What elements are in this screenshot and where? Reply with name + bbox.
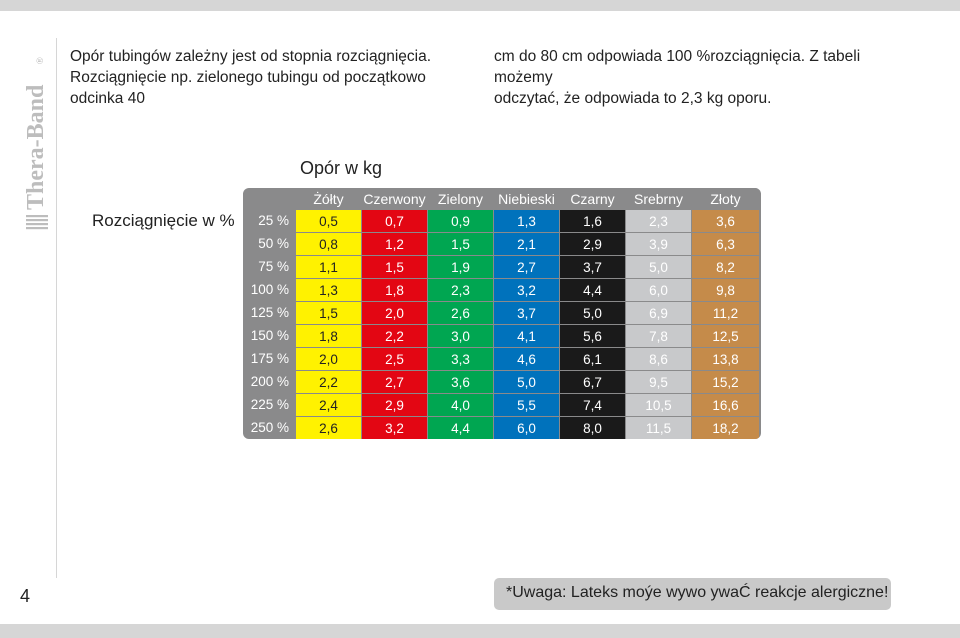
resistance-value-cell: 2,6	[295, 416, 361, 439]
resistance-value-cell: 2,6	[427, 301, 493, 324]
resistance-table	[243, 188, 761, 439]
resistance-value-cell: 2,3	[625, 209, 691, 232]
resistance-value-cell: 3,2	[361, 416, 427, 439]
resistance-grid	[243, 188, 759, 439]
resistance-value-cell: 6,1	[559, 347, 625, 370]
allergy-note-text: *Uwaga: Lateks moýe wywo ywaĆ reakcje alergiczne!	[506, 584, 889, 601]
stretch-percent-cell: 225 %	[250, 397, 289, 412]
resistance-value-cell: 1,8	[361, 278, 427, 301]
table-row	[243, 370, 759, 393]
resistance-value-cell: 8,2	[691, 255, 759, 278]
resistance-value-cell: 3,7	[493, 301, 559, 324]
resistance-value-cell: 2,9	[361, 393, 427, 416]
resistance-value-cell: 2,0	[295, 347, 361, 370]
resistance-value-cell: 3,0	[427, 324, 493, 347]
resistance-value-cell: 1,5	[361, 255, 427, 278]
resistance-value-cell: 6,7	[559, 370, 625, 393]
stretch-percent-cell: 200 %	[250, 374, 289, 389]
resistance-value-cell: 5,0	[559, 301, 625, 324]
resistance-value-cell: 6,3	[691, 232, 759, 255]
row-axis-label: Rozciągnięcie w %	[92, 211, 235, 230]
table-row	[243, 301, 759, 324]
resistance-value-cell: 2,7	[493, 255, 559, 278]
allergy-note-box	[494, 578, 891, 610]
resistance-value-cell: 15,2	[691, 370, 759, 393]
resistance-value-cell: 3,7	[559, 255, 625, 278]
stretch-percent-cell: 250 %	[250, 420, 289, 435]
resistance-value-cell: 1,5	[295, 301, 361, 324]
resistance-value-cell: 8,6	[625, 347, 691, 370]
resistance-value-cell: 0,5	[295, 209, 361, 232]
resistance-value-cell: 2,7	[361, 370, 427, 393]
resistance-value-cell: 3,2	[493, 278, 559, 301]
sidebar-divider	[56, 38, 57, 578]
resistance-value-cell: 1,5	[427, 232, 493, 255]
resistance-value-cell: 2,9	[559, 232, 625, 255]
intro-right-line-1: cm do 80 cm odpowiada 100 %rozciągnięcia. Z tabeli możemy	[494, 48, 861, 86]
resistance-value-cell: 2,5	[361, 347, 427, 370]
resistance-value-cell: 2,1	[493, 232, 559, 255]
resistance-value-cell: 1,8	[295, 324, 361, 347]
resistance-value-cell: 5,0	[625, 255, 691, 278]
column-header: Żółty	[295, 188, 361, 209]
stretch-percent-cell: 125 %	[250, 305, 289, 320]
resistance-value-cell: 9,8	[691, 278, 759, 301]
resistance-value-cell: 3,6	[427, 370, 493, 393]
intro-paragraph-left	[70, 46, 470, 109]
column-header: Złoty	[691, 188, 759, 209]
logo-text: Thera-Band	[23, 84, 49, 210]
stretch-percent-cell: 50 %	[258, 236, 289, 251]
resistance-value-cell: 6,9	[625, 301, 691, 324]
resistance-value-cell: 18,2	[691, 416, 759, 439]
column-header: Srebrny	[625, 188, 691, 209]
resistance-value-cell: 13,8	[691, 347, 759, 370]
table-header-row	[243, 188, 759, 209]
resistance-value-cell: 11,5	[625, 416, 691, 439]
resistance-value-cell: 10,5	[625, 393, 691, 416]
resistance-value-cell: 16,6	[691, 393, 759, 416]
stretch-percent-cell: 100 %	[250, 282, 289, 297]
table-row	[243, 393, 759, 416]
top-bar	[0, 0, 960, 11]
resistance-value-cell: 5,6	[559, 324, 625, 347]
resistance-value-cell: 3,9	[625, 232, 691, 255]
resistance-value-cell: 9,5	[625, 370, 691, 393]
resistance-value-cell: 3,6	[691, 209, 759, 232]
stretch-percent-cell: 25 %	[258, 213, 289, 228]
table-row	[243, 278, 759, 301]
table-row	[243, 324, 759, 347]
table-row	[243, 347, 759, 370]
resistance-value-cell: 8,0	[559, 416, 625, 439]
resistance-value-cell: 1,2	[361, 232, 427, 255]
resistance-value-cell: 4,0	[427, 393, 493, 416]
column-header: Niebieski	[493, 188, 559, 209]
intro-left-line-2: Rozciągnięcie np. zielonego tubingu od początkowo odcinka 40	[70, 69, 426, 107]
resistance-value-cell: 3,3	[427, 347, 493, 370]
resistance-value-cell: 1,1	[295, 255, 361, 278]
resistance-value-cell: 1,6	[559, 209, 625, 232]
resistance-value-cell: 7,4	[559, 393, 625, 416]
resistance-value-cell: 0,7	[361, 209, 427, 232]
column-header: Czarny	[559, 188, 625, 209]
bottom-bar	[0, 624, 960, 638]
intro-paragraph-right	[494, 46, 914, 109]
resistance-value-cell: 11,2	[691, 301, 759, 324]
intro-right-line-2: odczytać, że odpowiada to 2,3 kg oporu.	[494, 90, 772, 107]
table-row	[243, 232, 759, 255]
table-row	[243, 416, 759, 439]
header-corner	[243, 188, 295, 209]
column-header: Zielony	[427, 188, 493, 209]
page-number: 4	[20, 586, 31, 606]
resistance-value-cell: 4,4	[427, 416, 493, 439]
intro-left-line-1: Opór tubingów zależny jest od stopnia rozciągnięcia.	[70, 48, 432, 65]
table-row	[243, 255, 759, 278]
logo-registered-mark: ®	[35, 57, 45, 64]
stretch-percent-cell: 150 %	[250, 328, 289, 343]
resistance-value-cell: 6,0	[625, 278, 691, 301]
resistance-value-cell: 2,4	[295, 393, 361, 416]
resistance-value-cell: 1,9	[427, 255, 493, 278]
resistance-value-cell: 12,5	[691, 324, 759, 347]
stretch-percent-cell: 75 %	[258, 259, 289, 274]
resistance-value-cell: 2,2	[295, 370, 361, 393]
resistance-value-cell: 4,4	[559, 278, 625, 301]
resistance-value-cell: 2,0	[361, 301, 427, 324]
resistance-value-cell: 4,1	[493, 324, 559, 347]
resistance-value-cell: 1,3	[295, 278, 361, 301]
table-row	[243, 209, 759, 232]
resistance-value-cell: 2,2	[361, 324, 427, 347]
resistance-value-cell: 5,5	[493, 393, 559, 416]
resistance-value-cell: 0,9	[427, 209, 493, 232]
resistance-value-cell: 1,3	[493, 209, 559, 232]
resistance-value-cell: 4,6	[493, 347, 559, 370]
resistance-value-cell: 2,3	[427, 278, 493, 301]
resistance-value-cell: 6,0	[493, 416, 559, 439]
resistance-value-cell: 0,8	[295, 232, 361, 255]
resistance-value-cell: 7,8	[625, 324, 691, 347]
table-title: Opór w kg	[300, 158, 383, 178]
column-header: Czerwony	[361, 188, 427, 209]
stretch-percent-cell: 175 %	[250, 351, 289, 366]
resistance-value-cell: 5,0	[493, 370, 559, 393]
thera-band-logo	[6, 50, 50, 230]
